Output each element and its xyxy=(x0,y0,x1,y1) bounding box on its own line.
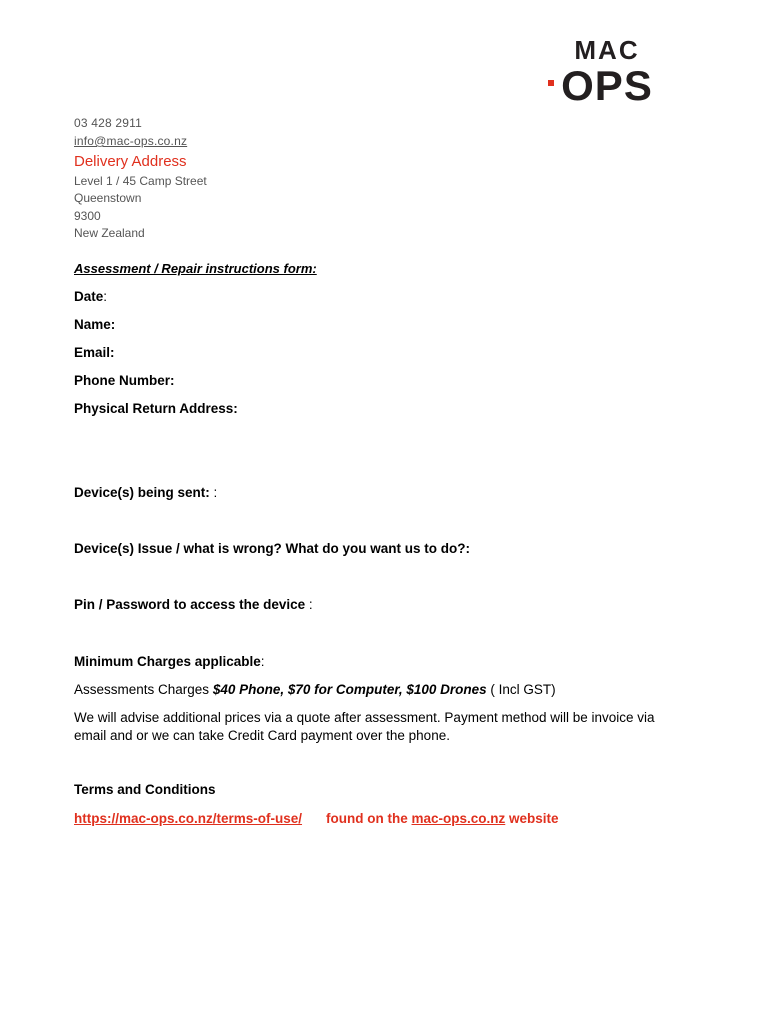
logo-text-ops: OPS xyxy=(561,62,653,103)
field-charges: Minimum Charges applicable: xyxy=(74,654,265,669)
terms-url-link[interactable]: https://mac-ops.co.nz/terms-of-use/ xyxy=(74,811,303,826)
logo-text-mac: MAC xyxy=(574,37,640,65)
field-email: Email: xyxy=(74,345,115,360)
charges-line: Assessments Charges $40 Phone, $70 for Computer, $100 Drones ( Incl GST) xyxy=(74,682,556,697)
field-phone: Phone Number: xyxy=(74,373,175,388)
company-email-link[interactable]: info@mac-ops.co.nz xyxy=(74,134,188,148)
address-line-2: Queenstown xyxy=(74,191,142,205)
mac-ops-logo xyxy=(530,37,685,103)
advice-line-2: email and or we can take Credit Card payment over the phone. xyxy=(74,728,450,743)
field-devices: Device(s) being sent: : xyxy=(74,485,218,500)
terms-found-text: found on the xyxy=(326,811,412,826)
address-line-1: Level 1 / 45 Camp Street xyxy=(74,174,207,188)
address-line-3: 9300 xyxy=(74,209,101,223)
delivery-address-title: Delivery Address xyxy=(74,153,187,170)
advice-line-1: We will advise additional prices via a quote after assessment. Payment method will be invoice via xyxy=(74,710,655,725)
form-title: Assessment / Repair instructions form: xyxy=(74,261,317,276)
company-phone: 03 428 2911 xyxy=(74,116,143,130)
terms-line: https://mac-ops.co.nz/terms-of-use/ found on the mac-ops.co.nz website xyxy=(74,811,559,826)
logo-accent-dot xyxy=(548,80,554,86)
address-line-4: New Zealand xyxy=(74,226,145,240)
field-name: Name: xyxy=(74,317,116,332)
website-link[interactable]: mac-ops.co.nz xyxy=(411,811,506,826)
charges-prices: $40 Phone, $70 for Computer, $100 Drones xyxy=(212,682,487,697)
field-return-address: Physical Return Address: xyxy=(74,401,238,416)
field-date: Date: xyxy=(74,289,108,304)
terms-title: Terms and Conditions xyxy=(74,782,216,797)
field-date-label: Date xyxy=(74,289,104,304)
field-pin: Pin / Password to access the device : xyxy=(74,597,313,612)
field-issue: Device(s) Issue / what is wrong? What do you want us to do?: xyxy=(74,541,471,556)
